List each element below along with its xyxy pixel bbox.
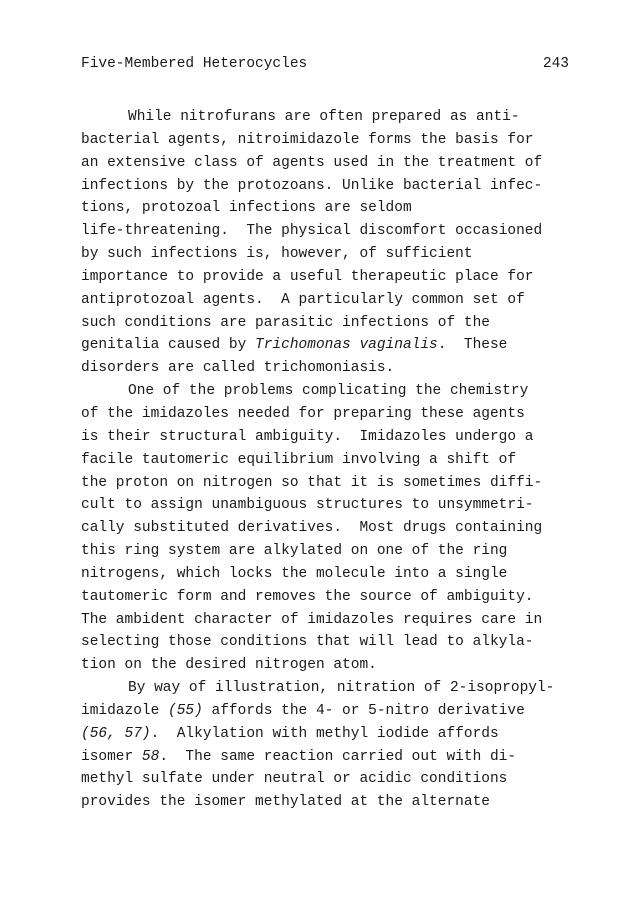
text-line xyxy=(81,540,571,563)
text-segment: tautomeric form and removes the source of ambiguity. xyxy=(81,588,534,605)
text-line xyxy=(81,449,571,472)
text-segment: an extensive class of agents used in the treatment of xyxy=(81,154,543,171)
text-line xyxy=(81,357,571,380)
text-line xyxy=(81,586,571,609)
text-line xyxy=(81,472,571,495)
text-segment: life-threatening. The physical discomfort occasioned xyxy=(81,223,543,240)
text-segment: provides the isomer methylated at the alternate xyxy=(81,794,490,811)
text-line xyxy=(81,609,571,632)
text-segment: cally substituted derivatives. Most drugs containing xyxy=(81,520,543,537)
text-segment: . Alkylation with methyl iodide affords xyxy=(150,725,499,742)
page-header xyxy=(81,54,569,74)
text-line xyxy=(81,380,571,403)
text-line xyxy=(81,266,571,289)
text-segment: . The same reaction carried out with di- xyxy=(159,748,517,765)
text-segment: genitalia caused by xyxy=(81,337,256,354)
text-line xyxy=(81,631,571,654)
text-segment: One of the problems complicating the chemistry xyxy=(128,383,529,400)
text-segment: tion on the desired nitrogen atom. xyxy=(81,657,377,674)
text-segment: isomer xyxy=(81,748,142,765)
italic-text-segment: Trichomonas vaginalis xyxy=(255,337,438,354)
text-segment: While nitrofurans are often prepared as anti- xyxy=(128,109,520,125)
text-line xyxy=(81,106,571,129)
italic-text-segment: 58 xyxy=(141,748,160,765)
italic-text-segment: (56, 57) xyxy=(81,725,151,742)
text-line xyxy=(81,403,571,426)
body-text xyxy=(81,106,571,814)
text-line xyxy=(81,723,571,746)
text-segment: such conditions are parasitic infections of the xyxy=(81,314,490,331)
text-line xyxy=(81,746,571,769)
text-line xyxy=(81,220,571,243)
text-line xyxy=(81,426,571,449)
text-segment: infections by the protozoans. Unlike bacterial infec- xyxy=(81,177,543,194)
text-line xyxy=(81,494,571,517)
text-segment: methyl sulfate under neutral or acidic conditions xyxy=(81,771,508,788)
text-segment: selecting those conditions that will lead to alkyla- xyxy=(81,634,534,651)
text-line xyxy=(81,700,571,723)
running-title: Five-Membered Heterocycles xyxy=(81,56,308,72)
text-line xyxy=(81,654,571,677)
text-line xyxy=(81,129,571,152)
text-line xyxy=(81,312,571,335)
text-segment: The ambident character of imidazoles requires care in xyxy=(81,611,543,628)
text-line xyxy=(81,563,571,586)
text-line xyxy=(81,152,571,175)
text-segment: affords the 4- or 5-nitro derivative xyxy=(202,702,525,719)
text-segment: disorders are called trichomoniasis. xyxy=(81,360,395,377)
text-segment: cult to assign unambiguous structures to unsymmetri- xyxy=(81,497,534,514)
text-segment: is their structural ambiguity. Imidazoles undergo a xyxy=(81,428,534,445)
text-line xyxy=(81,517,571,540)
text-line xyxy=(81,768,571,791)
text-segment: the proton on nitrogen so that it is sometimes diffi- xyxy=(81,474,543,491)
page-number: 243 xyxy=(542,56,569,72)
text-segment: tions, protozoal infections are seldom xyxy=(81,200,412,217)
text-segment: importance to provide a useful therapeutic place for xyxy=(81,268,534,285)
text-line xyxy=(81,677,571,700)
text-line xyxy=(81,334,571,357)
text-line xyxy=(81,791,571,814)
text-segment: imidazole xyxy=(81,702,169,719)
text-segment: bacterial agents, nitroimidazole forms the basis for xyxy=(81,131,534,148)
text-line xyxy=(81,243,571,266)
text-segment: antiprotozoal agents. A particularly common set of xyxy=(81,291,525,308)
text-segment: . These xyxy=(437,337,508,354)
text-line xyxy=(81,289,571,312)
text-segment: by such infections is, however, of sufficient xyxy=(81,246,473,263)
text-segment: nitrogens, which locks the molecule into a single xyxy=(81,565,508,582)
text-segment: this ring system are alkylated on one of the ring xyxy=(81,543,508,560)
text-segment: By way of illustration, nitration of 2-isopropyl- xyxy=(128,680,555,697)
text-line xyxy=(81,197,571,220)
text-segment: facile tautomeric equilibrium involving a shift of xyxy=(81,451,517,468)
text-segment: of the imidazoles needed for preparing these agents xyxy=(81,405,525,422)
text-line xyxy=(81,175,571,198)
italic-text-segment: (55) xyxy=(168,702,203,719)
